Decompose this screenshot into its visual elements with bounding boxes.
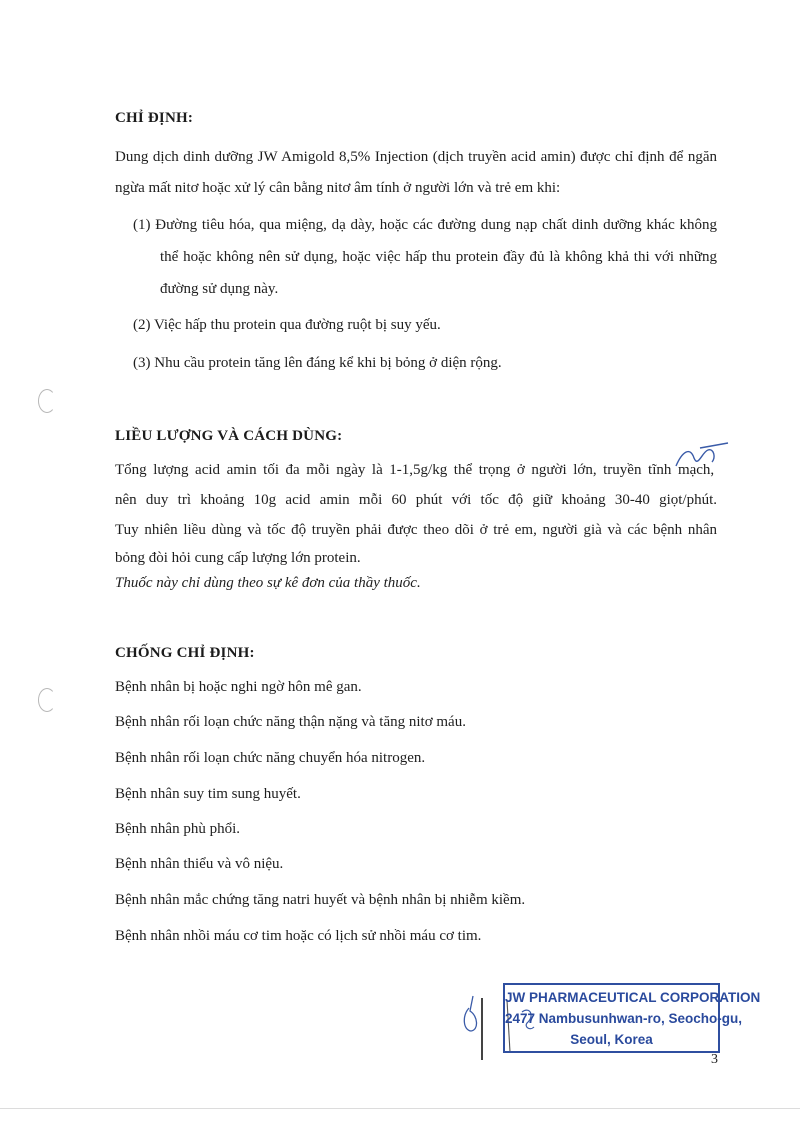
- stamp-address: 2477 Nambusunhwan-ro, Seocho-gu,: [505, 1011, 743, 1026]
- contraindication-item: Bệnh nhân rối loạn chức năng thận nặng và tăng nitơ máu.: [115, 714, 466, 730]
- indications-heading: CHỈ ĐỊNH:: [115, 110, 194, 126]
- contraindication-item: Bệnh nhân bị hoặc nghi ngờ hôn mê gan.: [115, 679, 362, 695]
- indication-item-3: (3) Nhu cầu protein tăng lên đáng kể khi bị bỏng ở diện rộng.: [133, 355, 502, 371]
- dosage-line-1: Tổng lượng acid amin tối đa mỗi ngày là 1-1,5g/kg thể trọng ở người lớn, truyền tĩnh mạch,: [115, 462, 715, 478]
- prescription-note: Thuốc này chỉ dùng theo sự kê đơn của thầy thuốc.: [115, 575, 421, 591]
- contraindication-item: Bệnh nhân nhồi máu cơ tim hoặc có lịch sử nhồi máu cơ tim.: [115, 928, 482, 944]
- vertical-pen-line: [481, 998, 483, 1060]
- indications-intro: Dung dịch dinh dưỡng JW Amigold 8,5% Injection (dịch truyền acid amin) được chỉ định để ngăn ngừa mất nitơ hoặc xử lý cân bằng nitơ âm tính ở người lớn và trẻ em khi:: [115, 149, 717, 196]
- indication-item-2: (2) Việc hấp thu protein qua đường ruột bị suy yếu.: [133, 317, 441, 333]
- contraindication-item: Bệnh nhân thiểu và vô niệu.: [115, 856, 284, 872]
- contraindication-item: Bệnh nhân phù phổi.: [115, 821, 240, 837]
- dosage-line-4: bỏng đòi hỏi cung cấp lượng lớn protein.: [115, 550, 361, 566]
- company-stamp: [503, 983, 761, 1053]
- contraindication-item: Bệnh nhân mắc chứng tăng natri huyết và bệnh nhân bị nhiễm kiềm.: [115, 892, 526, 908]
- contraindications-heading: CHỐNG CHỈ ĐỊNH:: [115, 645, 255, 661]
- stamp-city: Seoul, Korea: [570, 1032, 653, 1047]
- stamp-company: JW PHARMACEUTICAL CORPORATION: [505, 990, 761, 1005]
- handwritten-mark: [464, 996, 476, 1031]
- dosage-line-3: Tuy nhiên liều dùng và tốc độ truyền phải được theo dõi ở trẻ em, người già và các bệnh nhân: [115, 522, 717, 538]
- signature-initials: [676, 443, 728, 466]
- dosage-heading: LIỀU LƯỢNG VÀ CÁCH DÙNG:: [115, 428, 343, 444]
- contraindication-item: Bệnh nhân rối loạn chức năng chuyển hóa nitrogen.: [115, 750, 426, 766]
- indication-item-1: (1) Đường tiêu hóa, qua miệng, dạ dày, hoặc các đường dung nạp chất dinh dưỡng khác không thể hoặc không nên sử dụng, hoặc việc hấp thu protein đầy đủ là không khả thi với những đường sử dụng này.: [133, 217, 717, 297]
- scan-edge-line: [0, 1108, 800, 1109]
- dosage-line-2: nên duy trì khoảng 10g acid amin mỗi 60 phút với tốc độ giữ khoảng 30-40 giọt/phút.: [115, 492, 717, 508]
- page-number: 3: [711, 1052, 718, 1067]
- contraindication-item: Bệnh nhân suy tim sung huyết.: [115, 786, 301, 802]
